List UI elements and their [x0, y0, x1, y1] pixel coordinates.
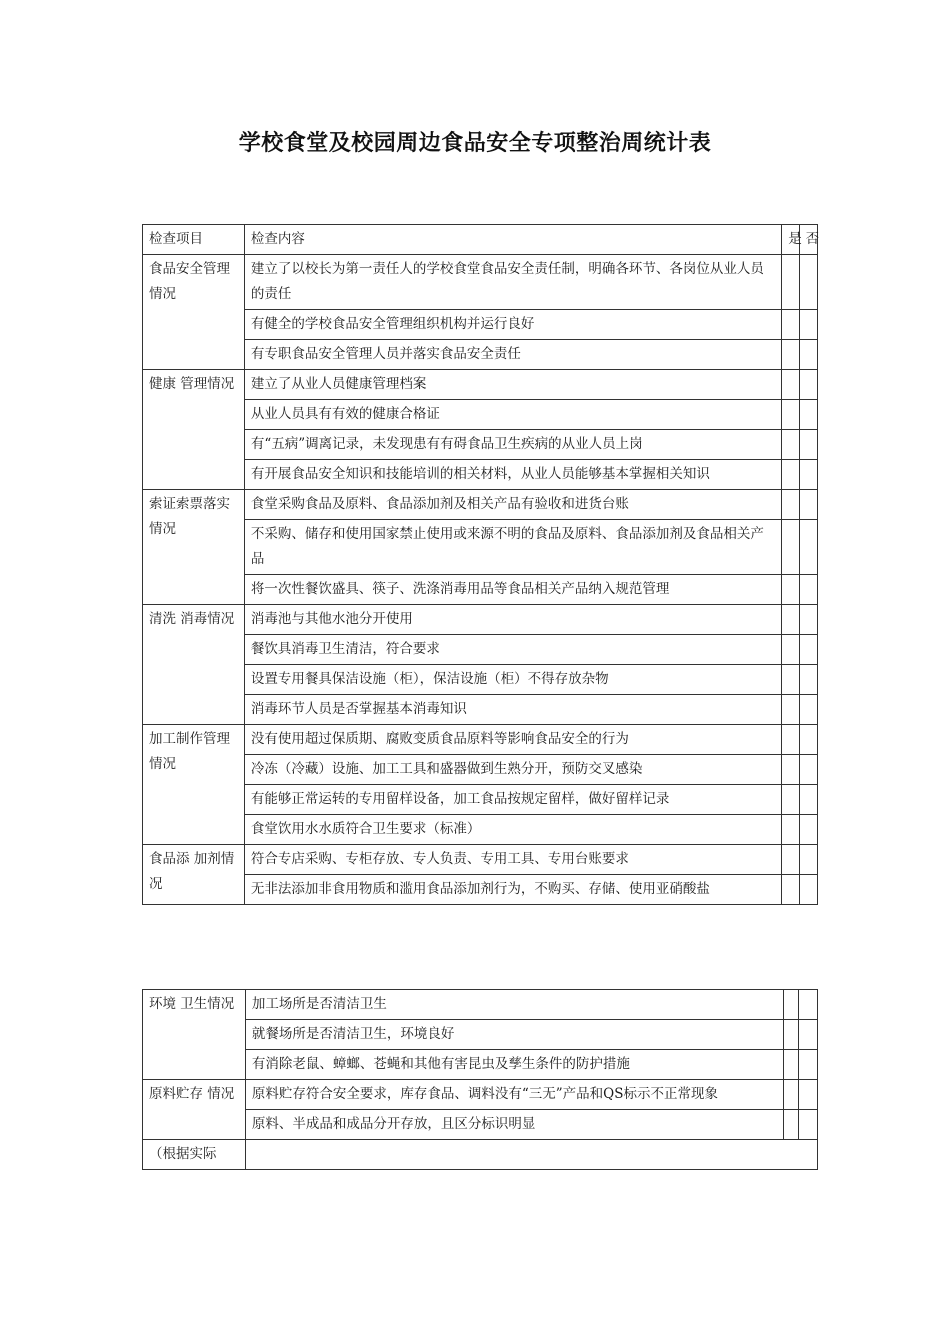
header-content: 检查内容 — [244, 225, 781, 255]
category-cell: 清洗 消毒情况 — [143, 605, 245, 725]
page-title: 学校食堂及校园周边食品安全专项整治周统计表 — [238, 131, 712, 156]
yes-checkbox-cell[interactable] — [782, 875, 799, 905]
no-checkbox-cell[interactable] — [799, 635, 817, 665]
category-cell: 索证索票落实情况 — [143, 490, 245, 605]
yes-checkbox-cell[interactable] — [782, 605, 799, 635]
table-row — [143, 635, 818, 665]
table-row — [143, 1140, 818, 1170]
content-cell: 将一次性餐饮盛具、筷子、洗涤消毒用品等食品相关产品纳入规范管理 — [244, 575, 781, 605]
no-checkbox-cell[interactable] — [799, 1110, 818, 1140]
content-cell: 从业人员具有有效的健康合格证 — [244, 400, 781, 430]
yes-checkbox-cell[interactable] — [782, 665, 799, 695]
table-row — [143, 755, 818, 785]
table-row — [143, 430, 818, 460]
content-cell: 有开展食品安全知识和技能培训的相关材料，从业人员能够基本掌握相关知识 — [244, 460, 781, 490]
table-row — [143, 785, 818, 815]
header-yes: 是 — [782, 225, 799, 255]
no-checkbox-cell[interactable] — [799, 1050, 818, 1080]
yes-checkbox-cell[interactable] — [782, 490, 799, 520]
header-item: 检查项目 — [143, 225, 245, 255]
content-cell: 就餐场所是否清洁卫生，环境良好 — [245, 1020, 783, 1050]
content-cell: 有专职食品安全管理人员并落实食品安全责任 — [244, 340, 781, 370]
content-cell: 加工场所是否清洁卫生 — [245, 990, 783, 1020]
yes-checkbox-cell[interactable] — [784, 1080, 799, 1110]
table-row — [143, 845, 818, 875]
content-cell: 原料贮存符合安全要求，库存食品、调料没有“三无”产品和QS标示不正常现象 — [245, 1080, 783, 1110]
yes-checkbox-cell[interactable] — [782, 695, 799, 725]
no-checkbox-cell[interactable] — [799, 665, 817, 695]
content-cell: 有健全的学校食品安全管理组织机构并运行良好 — [244, 310, 781, 340]
no-checkbox-cell[interactable] — [799, 460, 817, 490]
no-checkbox-cell[interactable] — [799, 310, 817, 340]
content-cell: 消毒池与其他水池分开使用 — [244, 605, 781, 635]
no-checkbox-cell[interactable] — [799, 695, 817, 725]
content-cell: 有消除老鼠、蟑螂、苍蝇和其他有害昆虫及孳生条件的防护措施 — [245, 1050, 783, 1080]
yes-checkbox-cell[interactable] — [782, 815, 799, 845]
category-cell: （根据实际 — [143, 1140, 246, 1170]
category-cell: 食品添 加剂情况 — [143, 845, 245, 905]
table-row — [143, 695, 818, 725]
no-checkbox-cell[interactable] — [799, 370, 817, 400]
content-cell — [245, 1140, 817, 1170]
no-checkbox-cell[interactable] — [799, 400, 817, 430]
yes-checkbox-cell[interactable] — [782, 255, 799, 310]
no-checkbox-cell[interactable] — [799, 575, 817, 605]
yes-checkbox-cell[interactable] — [782, 460, 799, 490]
content-cell: 建立了以校长为第一责任人的学校食堂食品安全责任制，明确各环节、各岗位从业人员的责任 — [244, 255, 781, 310]
content-cell: 冷冻（冷藏）设施、加工工具和盛器做到生熟分开，预防交叉感染 — [244, 755, 781, 785]
no-checkbox-cell[interactable] — [799, 255, 817, 310]
category-cell: 环境 卫生情况 — [143, 990, 246, 1080]
content-cell: 有“五病”调离记录，未发现患有有碍食品卫生疾病的从业人员上岗 — [244, 430, 781, 460]
yes-checkbox-cell[interactable] — [782, 400, 799, 430]
category-cell: 健康 管理情况 — [143, 370, 245, 490]
yes-checkbox-cell[interactable] — [784, 1050, 799, 1080]
yes-checkbox-cell[interactable] — [782, 310, 799, 340]
table-row — [143, 990, 818, 1020]
header-row — [143, 225, 818, 255]
yes-checkbox-cell[interactable] — [782, 370, 799, 400]
category-cell: 食品安全管理情况 — [143, 255, 245, 370]
table-row — [143, 460, 818, 490]
inspection-table-2 — [142, 989, 818, 1170]
no-checkbox-cell[interactable] — [799, 490, 817, 520]
no-checkbox-cell[interactable] — [799, 845, 817, 875]
content-cell: 消毒环节人员是否掌握基本消毒知识 — [244, 695, 781, 725]
no-checkbox-cell[interactable] — [799, 1020, 818, 1050]
no-checkbox-cell[interactable] — [799, 1080, 818, 1110]
header-no: 否 — [799, 225, 817, 255]
yes-checkbox-cell[interactable] — [782, 340, 799, 370]
inspection-table-1 — [142, 224, 818, 905]
table-row — [143, 490, 818, 520]
yes-checkbox-cell[interactable] — [782, 845, 799, 875]
yes-checkbox-cell[interactable] — [784, 1110, 799, 1140]
content-cell: 原料、半成品和成品分开存放，且区分标识明显 — [245, 1110, 783, 1140]
content-cell: 建立了从业人员健康管理档案 — [244, 370, 781, 400]
table-row — [143, 520, 818, 575]
table-row — [143, 605, 818, 635]
table-row — [143, 255, 818, 310]
content-cell: 符合专店采购、专柜存放、专人负责、专用工具、专用台账要求 — [244, 845, 781, 875]
table-row — [143, 575, 818, 605]
table-row — [143, 665, 818, 695]
content-cell: 食堂饮用水水质符合卫生要求（标准） — [244, 815, 781, 845]
no-checkbox-cell[interactable] — [799, 990, 818, 1020]
table-row — [143, 1080, 818, 1110]
no-checkbox-cell[interactable] — [799, 785, 817, 815]
table-row — [143, 875, 818, 905]
content-cell: 餐饮具消毒卫生清洁，符合要求 — [244, 635, 781, 665]
table-row — [143, 400, 818, 430]
content-cell: 设置专用餐具保洁设施（柜），保洁设施（柜）不得存放杂物 — [244, 665, 781, 695]
yes-checkbox-cell[interactable] — [782, 430, 799, 460]
yes-checkbox-cell[interactable] — [782, 755, 799, 785]
no-checkbox-cell[interactable] — [799, 430, 817, 460]
no-checkbox-cell[interactable] — [799, 725, 817, 755]
category-cell: 原料贮存 情况 — [143, 1080, 246, 1140]
no-checkbox-cell[interactable] — [799, 520, 817, 575]
yes-checkbox-cell[interactable] — [782, 785, 799, 815]
content-cell: 没有使用超过保质期、腐败变质食品原料等影响食品安全的行为 — [244, 725, 781, 755]
no-checkbox-cell[interactable] — [799, 875, 817, 905]
category-cell: 加工制作管理情况 — [143, 725, 245, 845]
content-cell: 食堂采购食品及原料、食品添加剂及相关产品有验收和进货台账 — [244, 490, 781, 520]
content-cell: 不采购、储存和使用国家禁止使用或来源不明的食品及原料、食品添加剂及食品相关产品 — [244, 520, 781, 575]
yes-checkbox-cell[interactable] — [782, 575, 799, 605]
table-row — [143, 370, 818, 400]
table-row — [143, 310, 818, 340]
yes-checkbox-cell[interactable] — [782, 635, 799, 665]
yes-checkbox-cell[interactable] — [782, 520, 799, 575]
yes-checkbox-cell[interactable] — [782, 725, 799, 755]
content-cell: 有能够正常运转的专用留样设备，加工食品按规定留样，做好留样记录 — [244, 785, 781, 815]
no-checkbox-cell[interactable] — [799, 340, 817, 370]
yes-checkbox-cell[interactable] — [784, 990, 799, 1020]
no-checkbox-cell[interactable] — [799, 755, 817, 785]
table-row — [143, 725, 818, 755]
no-checkbox-cell[interactable] — [799, 605, 817, 635]
table-row — [143, 340, 818, 370]
no-checkbox-cell[interactable] — [799, 815, 817, 845]
content-cell: 无非法添加非食用物质和滥用食品添加剂行为，不购买、存储、使用亚硝酸盐 — [244, 875, 781, 905]
yes-checkbox-cell[interactable] — [784, 1020, 799, 1050]
table-row — [143, 815, 818, 845]
